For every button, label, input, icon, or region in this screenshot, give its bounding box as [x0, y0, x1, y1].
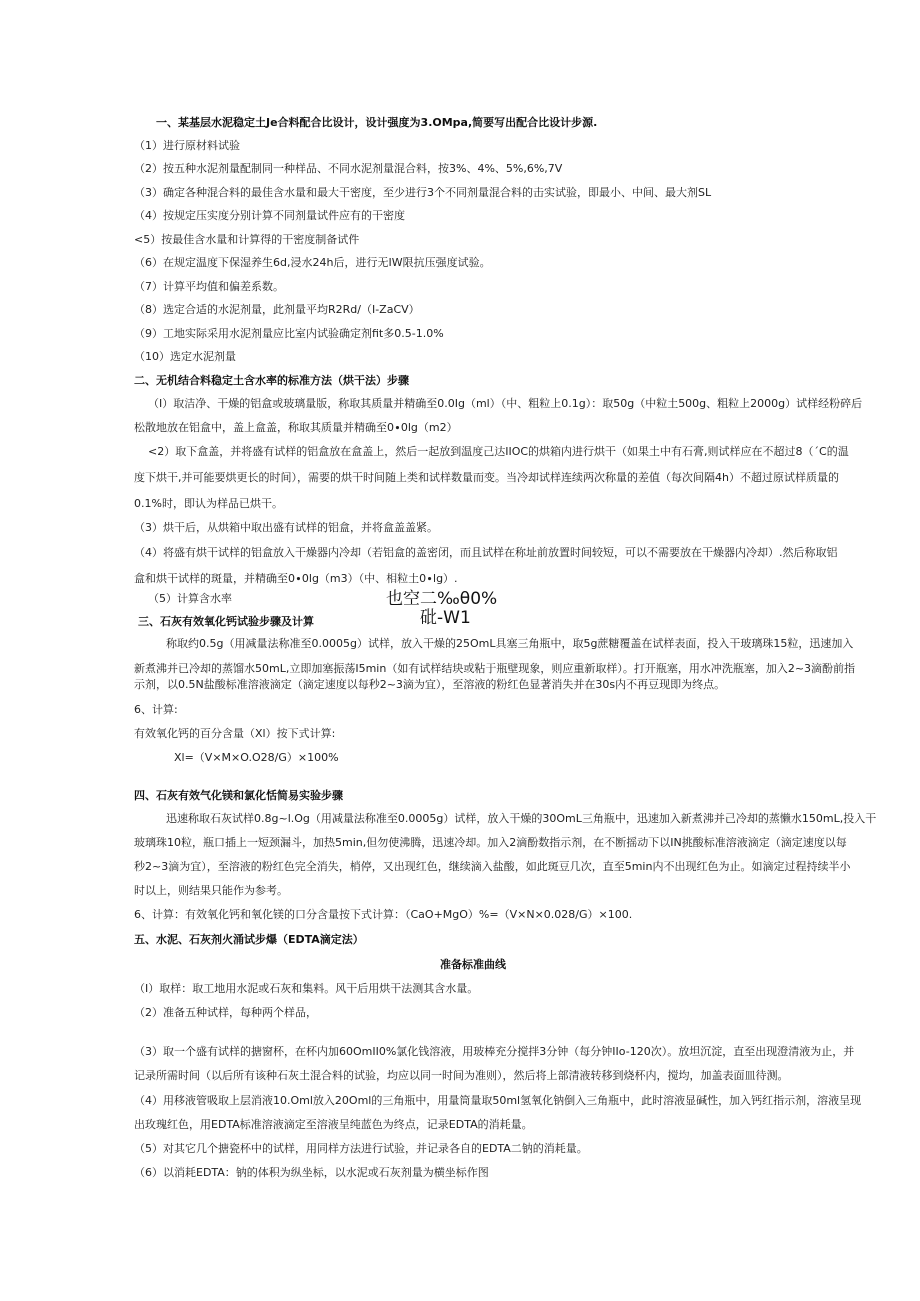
- text-line: 盒和烘干试样的斑量，并精确至0∙0lg（m3）（中、相粒土0∙lg）.: [134, 572, 458, 585]
- text-line: 新煮沸并已冷却的蒸馏水50mL,立即加塞振荡I5min（如有试样结块或粘于瓶壁现象，则应重新取样）。打开瓶塞，用水冲洗瓶塞，加入2~3滴酚前指: [134, 662, 856, 675]
- text-line: 6、计算：有效氧化钙和氧化镁的口分含量按下式计算：（CaO+MgO）%=（V×N×0.028∕G）×100.: [134, 908, 633, 921]
- text-line: <2）取下盒盖，并将盛有试样的铝盒放在盒盖上，然后一起放到温度己达IIOC的烘箱内进行烘干（如果土中有石膏,则试样应在不超过8（΄C的温: [148, 445, 849, 458]
- text-line: （2）准备五种试样，每种两个样品，: [134, 1006, 317, 1019]
- text-line: （I）取样：取工地用水泥或石灰和集料。风干后用烘干法测其含水量。: [134, 982, 479, 995]
- text-line: （1）进行原材料试验: [134, 139, 240, 152]
- text-line: Xl=（V×M×O.O28∕G）×100%: [174, 751, 339, 764]
- section-heading: 一、某基层水泥稳定土Je合料配合比设计，设计强度为3.OMpa,简要写出配合比设计步源.: [156, 116, 598, 129]
- text-line: 示剂，以0.5N盐酸标准溶液滴定（滴定速度以每秒2~3滴为宜），至溶液的粉红色显著消失并在30s内不再豆现即为终点。: [134, 678, 726, 691]
- text-line: 玻璃珠10粒，瓶口插上一短颈漏斗，加热5min,但勿使沸腾，迅速冷却。加入2滴酚数指示剂，在不断摇动下以IN挑酸标准溶液滴定（滴定速度以每: [134, 836, 847, 849]
- text-line: （5）对其它几个搪瓷杯中的试样，用同样方法进行试验，并记录各自的EDTA二钠的消耗量。: [134, 1142, 588, 1155]
- text-line: （4）按规定压实度分别计算不同剂量试件应有的干密度: [134, 209, 405, 222]
- text-line: 记录所需时间（以后所有该种石灰土混合料的试验，均应以同一时间为准则），然后将上部清液转移到烧杯内，搅均，加盖表面皿待测。: [134, 1069, 789, 1082]
- text-line: 松散地放在铝盒中，盖上盒盖，称取其质量并精确至0∙0lg（m2）: [134, 421, 458, 434]
- text-line: （4）将盛有烘干试样的铝盒放入干燥器内冷却（若铝盒的盖密闭，而且试样在称址前放置时间较短，可以不需要放在干燥器内冷却）.然后称取铝: [134, 546, 838, 559]
- text-line: 称取约0.5g（用减量法称准至0.0005g）试样，放入干燥的25OmL具塞三角瓶中，取5g蔗糖覆盖在试样表面，投入干玻璃珠15粒，迅速加入: [166, 637, 854, 650]
- text-line: （3）确定各种混合料的最佳含水量和最大干密度，至少进行3个不同剂量混合料的击实试验，即最小、中间、最大剂SL: [134, 186, 712, 199]
- section-heading: 四、石灰有效气化镁和氯化恬简易实验步骤: [134, 789, 343, 802]
- text-line: （6）以消耗EDTA：钠的体积为纵坐标，以水泥或石灰剂量为横坐标作图: [134, 1166, 489, 1179]
- text-line: 0.1%时，即认为样品已烘干。: [134, 497, 283, 510]
- text-line: （6）在规定温度下保湿养生6d,浸水24h后，进行无IW限抗压强度试验。: [134, 256, 491, 269]
- text-line: （2）按五种水泥剂量配制同一种样品、不同水泥剂量混合料，按3%、4%、5%,6%,7V: [134, 162, 563, 175]
- text-line: 时以上，则结果只能作为参考。: [134, 884, 288, 897]
- text-line: 6、计算:: [134, 703, 178, 716]
- text-line: （8）选定合适的水泥剂量，此剂量平均R2Rd∕（I-ZaCV）: [134, 303, 420, 316]
- text-line: 出玫瑰红色，用EDTA标准溶液滴定至溶液呈纯蓝色为终点，记录EDTA的消耗量。: [134, 1118, 533, 1131]
- section-heading: 准备标准曲线: [440, 958, 506, 971]
- text-line: 度下烘干,并可能要烘更长的时间），需要的烘干时间随上类和试样数量而变。当冷却试样连续两次称量的差值（每次间隔4h）不超过原试样质量的: [134, 471, 839, 484]
- text-line: 迅速称取石灰试样0.8g~l.Og（用减量法称准至0.0005g）试样，放入干燥的30OmL三角瓶中，迅速加入新煮沸并己冷却的蒸懒水150mL,投入干: [166, 812, 877, 825]
- text-line: （9）工地实际采用水泥剂量应比室内试验确定剂fit多0.5-1.0%: [134, 327, 444, 340]
- text-line: （3）取一个盛有试样的搪窗杯，在杯内加60OmII0%氯化钱溶液，用玻棒充分搅拌3分钟（每分钟IIo-120次）。放坦沉淀，直至出现澄清液为止，并: [134, 1045, 855, 1058]
- text-line: （I）取洁净、干燥的铝盒或玻璃量版，称取其质量并精确至0.0Ig（ml）（中、粗粒上0.1g）：取50g（中粒土500g、粗粒上2000g）试样经粉碎后: [148, 397, 863, 410]
- moisture-formula-bottom: 砒-W1: [420, 608, 471, 628]
- moisture-formula-top: 也空二‰θ0%: [386, 589, 498, 609]
- section-heading: 三、石灰有效氧化钙试验步骤及计算: [138, 615, 314, 628]
- text-line: 秒2~3滴为宜），至溶液的粉红色完全消失，梢停，又出现红色，继续滴入盐酸，如此斑豆几次，直至5min内不出现红色为止。如滴定过程持续半小: [134, 860, 851, 873]
- text-line: （4）用移液管吸取上层消液10.Oml放入20Oml的三角瓶中，用量筒量取50ml氢氧化钠倒入三角瓶中，此时溶液显碱性，加入钙红指示剂，溶液呈现: [134, 1094, 862, 1107]
- text-line: （7）计算平均值和偏差系数。: [134, 280, 284, 293]
- text-line: （5）计算含水率: [148, 592, 232, 605]
- section-heading: 五、水泥、石灰剂火涌试步爆（EDTA滴定法）: [134, 933, 364, 946]
- text-line: （10）选定水泥剂量: [134, 350, 236, 363]
- text-line: （3）烘干后，从烘箱中取出盛有试样的铝盒，并将盒盖盖紧。: [134, 521, 438, 534]
- text-line: 有效氧化钙的百分含量（Xl）按下式计算:: [134, 727, 336, 740]
- section-heading: 二、无机结合料稳定土含水率的标准方法（烘干法）步骤: [134, 374, 409, 387]
- text-line: <5）按最佳含水量和计算得的干密度制备试件: [134, 233, 360, 246]
